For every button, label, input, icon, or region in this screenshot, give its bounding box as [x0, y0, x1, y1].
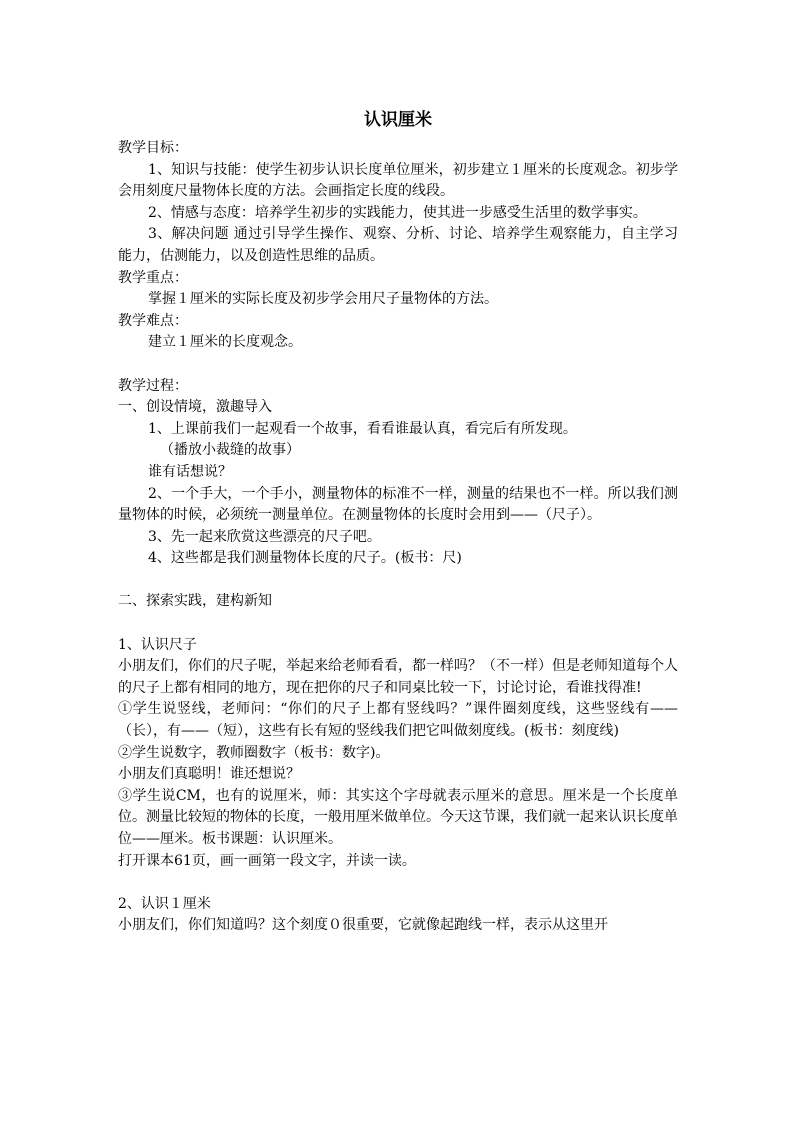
ruler-point-1: ①学生说竖线，老师问：“你们的尺子上都有竖线吗？”课件圈刻度线，这些竖线有——（长），有——（短），这些有长有短的竖线我们把它叫做刻度线。(板书：刻度线) [118, 701, 678, 740]
spacer [118, 570, 678, 592]
heading-teaching-goals: 教学目标： [118, 140, 188, 156]
section-one-step-4: 4、这些都是我们测量物体长度的尺子。(板书：尺) [148, 550, 462, 567]
ruler-point-3: ③学生说CM，也有的说厘米，师：其实这个字母就表示厘米的意思。厘米是一个长度单位。测量比较短的物体的长度，一般用厘米做单位。今天这节课，我们就一起来认识长度单位——厘米。板书课题：认识厘米。 [118, 787, 678, 847]
spacer [118, 613, 678, 635]
document-title: 认识厘米 [364, 110, 432, 130]
section-one-story-note: （播放小裁缝的故事） [160, 442, 300, 459]
section-one-step-3: 3、先一起来欣赏这些漂亮的尺子吧。 [148, 528, 381, 545]
subsection-ruler-heading: 1、认识尺子 [118, 636, 197, 653]
section-two-heading: 二、探索实践，建构新知 [118, 593, 272, 610]
goal-problem-solving: 3、解决问题 通过引导学生操作、观察、分析、讨论、培养学生观察能力，自主学习能力，估测能力，以及创造性思维的品质。 [118, 226, 678, 264]
heading-difficulties: 教学难点： [118, 312, 188, 329]
spacer [118, 354, 678, 376]
section-one-step-2: 2、一个手大，一个手小，测量物体的标准不一样，测量的结果也不一样。所以我们测量物体的时候，必须统一测量单位。在测量物体的长度时会用到——（尺子）。 [118, 485, 678, 524]
section-one-question: 谁有话想说？ [148, 463, 232, 480]
difficulty-text: 建立１厘米的长度观念。 [148, 334, 302, 351]
textbook-instruction: 打开课本61页，画一画第一段文字，并读一读。 [118, 852, 416, 869]
subsection-1cm-heading: 2、认识１厘米 [118, 895, 211, 912]
key-point-text: 掌握１厘米的实际长度及初步学会用尺子量物体的方法。 [148, 291, 498, 308]
section-one-heading: 一、创设情境，激趣导入 [118, 399, 272, 416]
goal-attitude: 2、情感与态度：培养学生初步的实践能力，使其进一步感受生活里的数学事实。 [148, 204, 647, 221]
ruler-praise: 小朋友们真聪明！谁还想说？ [118, 766, 300, 783]
ruler-intro: 小朋友们，你们的尺子呢，举起来给老师看看，都一样吗？（不一样）但是老师知道每个人的尺子上都有相同的地方，现在把你的尺子和同桌比较一下，讨论讨论，看谁找得准! [118, 658, 678, 696]
goal-knowledge: 1、知识与技能：使学生初步认识长度单位厘米，初步建立１厘米的长度观念。初步学会用刻度尺量物体长度的方法。会画指定长度的线段。 [118, 161, 678, 200]
heading-key-points: 教学重点： [118, 269, 188, 286]
heading-process: 教学过程： [118, 377, 188, 394]
document-body [118, 108, 678, 937]
spacer [118, 872, 678, 894]
ruler-point-2: ②学生说数字，教师圈数字（板书：数字)。 [118, 744, 390, 761]
subsection-1cm-text: 小朋友们，你们知道吗？这个刻度０很重要，它就像起跑线一样，表示从这里开 [118, 917, 608, 934]
section-one-step-1: 1、上课前我们一起观看一个故事，看看谁最认真，看完后有所发现。 [148, 420, 577, 437]
